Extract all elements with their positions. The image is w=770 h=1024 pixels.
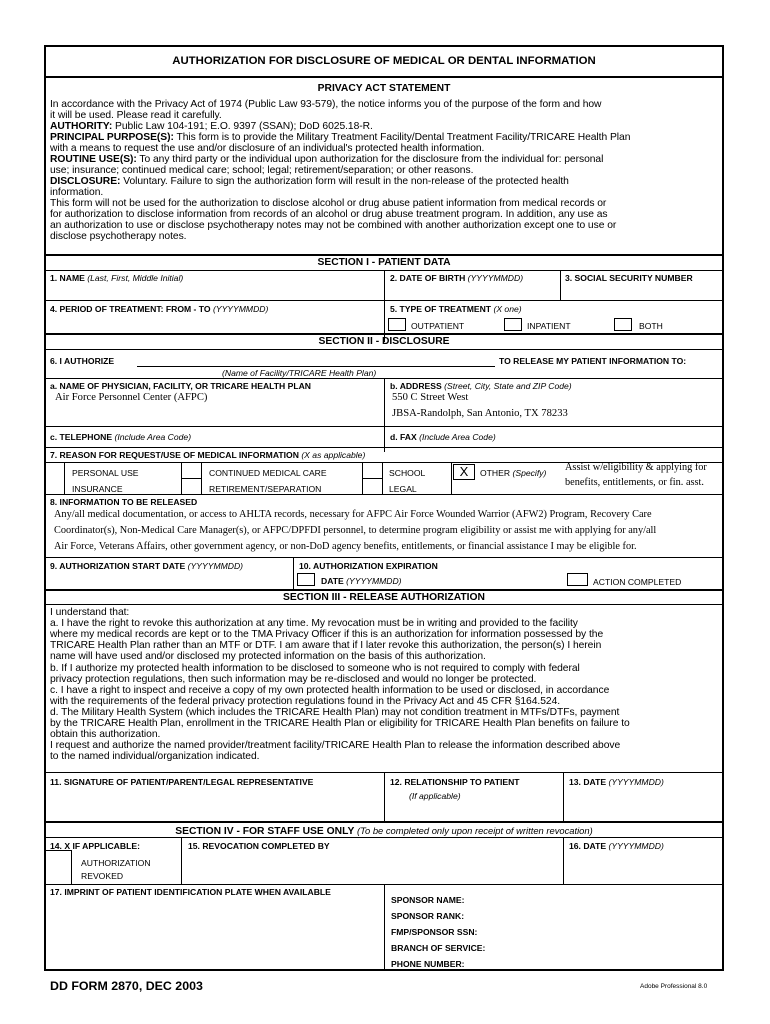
section1-heading: SECTION I - PATIENT DATA xyxy=(317,257,451,268)
continued-care-checkbox[interactable] xyxy=(182,464,200,477)
signature-label: 11. SIGNATURE OF PATIENT/PARENT/LEGAL REPRESENTATIVE xyxy=(50,777,314,787)
privacy-note-2: for authorization to disclose information from records of an alcohol or drug abuse treatment program. In addition, any use as xyxy=(50,209,608,220)
privacy-note-1: This form will not be used for the authorization to disclose alcohol or drug abuse patient information from medical records or xyxy=(50,198,607,209)
school-label: SCHOOL xyxy=(389,468,426,478)
action-completed-label: ACTION COMPLETED xyxy=(593,577,682,587)
privacy-purpose: PRINCIPAL PURPOSE(S): This form is to provide the Military Treatment Facility/Dental Treatment Facility/TRICARE Health Plan xyxy=(50,132,631,143)
telephone-label: c. TELEPHONE (Include Area Code) xyxy=(50,432,192,442)
ssn-label: 3. SOCIAL SECURITY NUMBER xyxy=(565,273,693,283)
release-line-8: c. I have a right to inspect and receive a copy of my own protected health information to be used or disclosed, in accordance xyxy=(50,685,610,696)
release-line-10: d. The Military Health System (which includes the TRICARE Health Plan) may not condition treatment in MTFs/DTFs, payment xyxy=(50,707,620,718)
auth-revoked-label-1: AUTHORIZATION xyxy=(81,858,151,868)
address-line-2[interactable]: JBSA-Randolph, San Antonio, TX 78233 xyxy=(392,408,568,419)
date-13-label: 13. DATE (YYYYMMDD) xyxy=(569,777,664,787)
insurance-label: INSURANCE xyxy=(72,484,123,494)
continued-care-label: CONTINUED MEDICAL CARE xyxy=(209,468,327,478)
outpatient-checkbox[interactable] xyxy=(388,318,406,331)
legal-label: LEGAL xyxy=(389,484,417,494)
privacy-disclosure-cont: information. xyxy=(50,187,104,198)
sponsor-name-label: SPONSOR NAME: xyxy=(391,895,465,905)
privacy-heading: PRIVACY ACT STATEMENT xyxy=(317,83,451,94)
retirement-checkbox[interactable] xyxy=(182,480,200,493)
form-id: DD FORM 2870, DEC 2003 xyxy=(50,979,203,993)
privacy-purpose-cont: with a means to request the use and/or disclosure of an individual's protected health information. xyxy=(50,143,485,154)
revocation-label: 15. REVOCATION COMPLETED BY xyxy=(188,841,330,851)
both-label: BOTH xyxy=(639,321,663,331)
privacy-note-3: an authorization to use or disclose psychotherapy notes may not be combined with another authorization except one to use or xyxy=(50,220,617,231)
address-line-1[interactable]: 550 C Street West xyxy=(392,392,469,403)
fax-field[interactable] xyxy=(525,429,720,445)
privacy-routine-cont: use; insurance; continued medical care; school; legal; retirement/separation; or other reasons. xyxy=(50,165,474,176)
signature-field[interactable] xyxy=(46,790,382,818)
privacy-authority: AUTHORITY: Public Law 104-191; E.O. 9397 (SSAN); DoD 6025.18-R. xyxy=(50,121,373,132)
start-date-field[interactable] xyxy=(46,573,291,587)
start-date-label: 9. AUTHORIZATION START DATE (YYYYMMDD) xyxy=(50,561,244,571)
release-line-4: TRICARE Health Plan rather than an MTF or DTF. I am aware that if I later revoke this authorization, the person(s) I herein xyxy=(50,640,602,651)
section2-heading: SECTION II - DISCLOSURE xyxy=(318,336,450,347)
insurance-checkbox[interactable] xyxy=(46,480,63,493)
privacy-intro-2: it will be used. Please read it carefully. xyxy=(50,110,222,121)
privacy-routine: ROUTINE USE(S): To any third party or the individual upon authorization for the disclosure from the individual for: personal xyxy=(50,154,604,165)
software-label: Adobe Professional 8.0 xyxy=(640,983,708,990)
ssn-field[interactable] xyxy=(562,284,722,298)
release-line-9: with the requirements of the federal privacy protection regulations found in the Privacy Act and 45 CFR §164.524. xyxy=(50,696,561,707)
authorize-facility-field[interactable] xyxy=(137,352,495,366)
relationship-field[interactable] xyxy=(386,802,561,818)
physician-label: a. NAME OF PHYSICIAN, FACILITY, OR TRICARE HEALTH PLAN xyxy=(50,381,312,391)
period-label: 4. PERIOD OF TREATMENT: FROM - TO (YYYYMMDD) xyxy=(50,304,269,314)
release-line-7: privacy protection regulations, then such information may be re-disclosed and would no longer be protected. xyxy=(50,674,537,685)
release-line-6: b. If I authorize my protected health information to be disclosed to someone who is not required to comply with federal xyxy=(50,663,580,674)
info-released-label: 8. INFORMATION TO BE RELEASED xyxy=(50,497,198,507)
release-line-13: I request and authorize the named provider/treatment facility/TRICARE Health Plan to release the information described above xyxy=(50,740,621,751)
date-13-field[interactable] xyxy=(565,790,722,818)
other-checkbox[interactable] xyxy=(453,464,475,480)
reason-label: 7. REASON FOR REQUEST/USE OF MEDICAL INFORMATION (X as applicable) xyxy=(50,450,366,460)
facility-hint: (Name of Facility/TRICARE Health Plan) xyxy=(222,368,377,378)
privacy-intro-1: In accordance with the Privacy Act of 1974 (Public Law 93-579), the notice informs you of the purpose of the form and how xyxy=(50,99,602,110)
imprint-label: 17. IMPRINT OF PATIENT IDENTIFICATION PLATE WHEN AVAILABLE xyxy=(50,887,331,897)
name-label: 1. NAME (Last, First, Middle Initial) xyxy=(50,273,184,283)
branch-label: BRANCH OF SERVICE: xyxy=(391,943,486,953)
phone-number-label: PHONE NUMBER: xyxy=(391,959,465,969)
release-line-1: I understand that: xyxy=(50,607,130,618)
privacy-disclosure: DISCLOSURE: Voluntary. Failure to sign the authorization form will result in the non-release of the protected health xyxy=(50,176,569,187)
action-completed-checkbox[interactable] xyxy=(567,573,588,586)
release-line-2: a. I have the right to revoke this authorization at any time. My revocation must be in writing and provided to the facility xyxy=(50,618,578,629)
expiration-date-field[interactable] xyxy=(425,572,560,587)
section3-heading: SECTION III - RELEASE AUTHORIZATION xyxy=(283,592,485,603)
release-line-5: name will have used and/or disclosed my protected information on the basis of this authorization. xyxy=(50,651,486,662)
date-16-field[interactable] xyxy=(565,853,722,881)
fmp-ssn-label: FMP/SPONSOR SSN: xyxy=(391,927,478,937)
personal-use-checkbox[interactable] xyxy=(46,464,63,477)
name-field[interactable] xyxy=(46,284,382,298)
other-checkbox-mark: X xyxy=(459,464,469,479)
expiration-checkbox[interactable] xyxy=(297,573,315,586)
relationship-hint: (If applicable) xyxy=(409,791,461,801)
x-if-applicable-label: 14. X IF APPLICABLE: xyxy=(50,841,140,851)
imprint-area[interactable] xyxy=(46,900,382,968)
section4-heading: SECTION IV - FOR STAFF USE ONLY (To be completed only upon receipt of written revocation) xyxy=(175,825,593,837)
authorize-label: 6. I AUTHORIZE xyxy=(50,356,115,366)
revocation-field[interactable] xyxy=(183,853,561,881)
sponsor-rank-label: SPONSOR RANK: xyxy=(391,911,465,921)
legal-checkbox[interactable] xyxy=(363,480,381,493)
inpatient-label: INPATIENT xyxy=(527,321,571,331)
info-line-3[interactable]: Air Force, Veterans Affairs, other government agency, or non-DoD agency benefits, entitlements, or financial assistance I may be eligible for. xyxy=(54,541,637,552)
release-line-12: obtain this authorization. xyxy=(50,729,161,740)
school-checkbox[interactable] xyxy=(363,464,381,477)
physician-value[interactable]: Air Force Personnel Center (AFPC) xyxy=(55,392,208,403)
retirement-label: RETIREMENT/SEPARATION xyxy=(209,484,322,494)
address-label: b. ADDRESS (Street, City, State and ZIP Code) xyxy=(390,381,572,391)
info-line-1[interactable]: Any/all medical documentation, or access to AHLTA records, necessary for AFPC Air Force Wounded Warrior (AFW2) Program, Recovery Care xyxy=(54,509,652,520)
personal-use-label: PERSONAL USE xyxy=(72,468,139,478)
release-line-11: by the TRICARE Health Plan, enrollment in the TRICARE Health Plan or eligibility for TRICARE Health Plan benefits on failure to xyxy=(50,718,630,729)
auth-revoked-checkbox[interactable] xyxy=(44,850,72,884)
other-label: OTHER (Specify) xyxy=(480,468,547,478)
date-16-label: 16. DATE (YYYYMMDD) xyxy=(569,841,664,851)
other-value-2[interactable]: benefits, entitlements, or fin. asst. xyxy=(565,477,704,488)
expiration-date-label: DATE (YYYYMMDD) xyxy=(321,576,402,586)
release-line-3: where my medical records are kept or to the TMA Privacy Officer if this is an authorization for information possessed by the xyxy=(50,629,604,640)
form-title: AUTHORIZATION FOR DISCLOSURE OF MEDICAL OR DENTAL INFORMATION xyxy=(172,55,596,67)
outpatient-label: OUTPATIENT xyxy=(411,321,465,331)
privacy-note-4: disclose psychotherapy notes. xyxy=(50,231,187,242)
fax-label: d. FAX (Include Area Code) xyxy=(390,432,496,442)
both-checkbox[interactable] xyxy=(614,318,632,331)
dob-label: 2. DATE OF BIRTH (YYYYMMDD) xyxy=(390,273,524,283)
other-value-1[interactable]: Assist w/eligibility & applying for xyxy=(565,462,707,473)
release-line-14: to the named individual/organization indicated. xyxy=(50,751,260,762)
relationship-label: 12. RELATIONSHIP TO PATIENT xyxy=(390,777,520,787)
dob-field[interactable] xyxy=(386,284,558,298)
auth-revoked-label-2: REVOKED xyxy=(81,871,124,881)
telephone-field[interactable] xyxy=(230,429,380,445)
release-to-label: TO RELEASE MY PATIENT INFORMATION TO: xyxy=(499,356,687,366)
inpatient-checkbox[interactable] xyxy=(504,318,522,331)
expiration-label: 10. AUTHORIZATION EXPIRATION xyxy=(299,561,438,571)
type-label: 5. TYPE OF TREATMENT (X one) xyxy=(390,304,522,314)
info-line-2[interactable]: Coordinator(s), Non-Medical Care Manager(s), or AFPC/DPFDI personnel, to determine program eligibility or assist me with applying for any/all xyxy=(54,525,657,536)
